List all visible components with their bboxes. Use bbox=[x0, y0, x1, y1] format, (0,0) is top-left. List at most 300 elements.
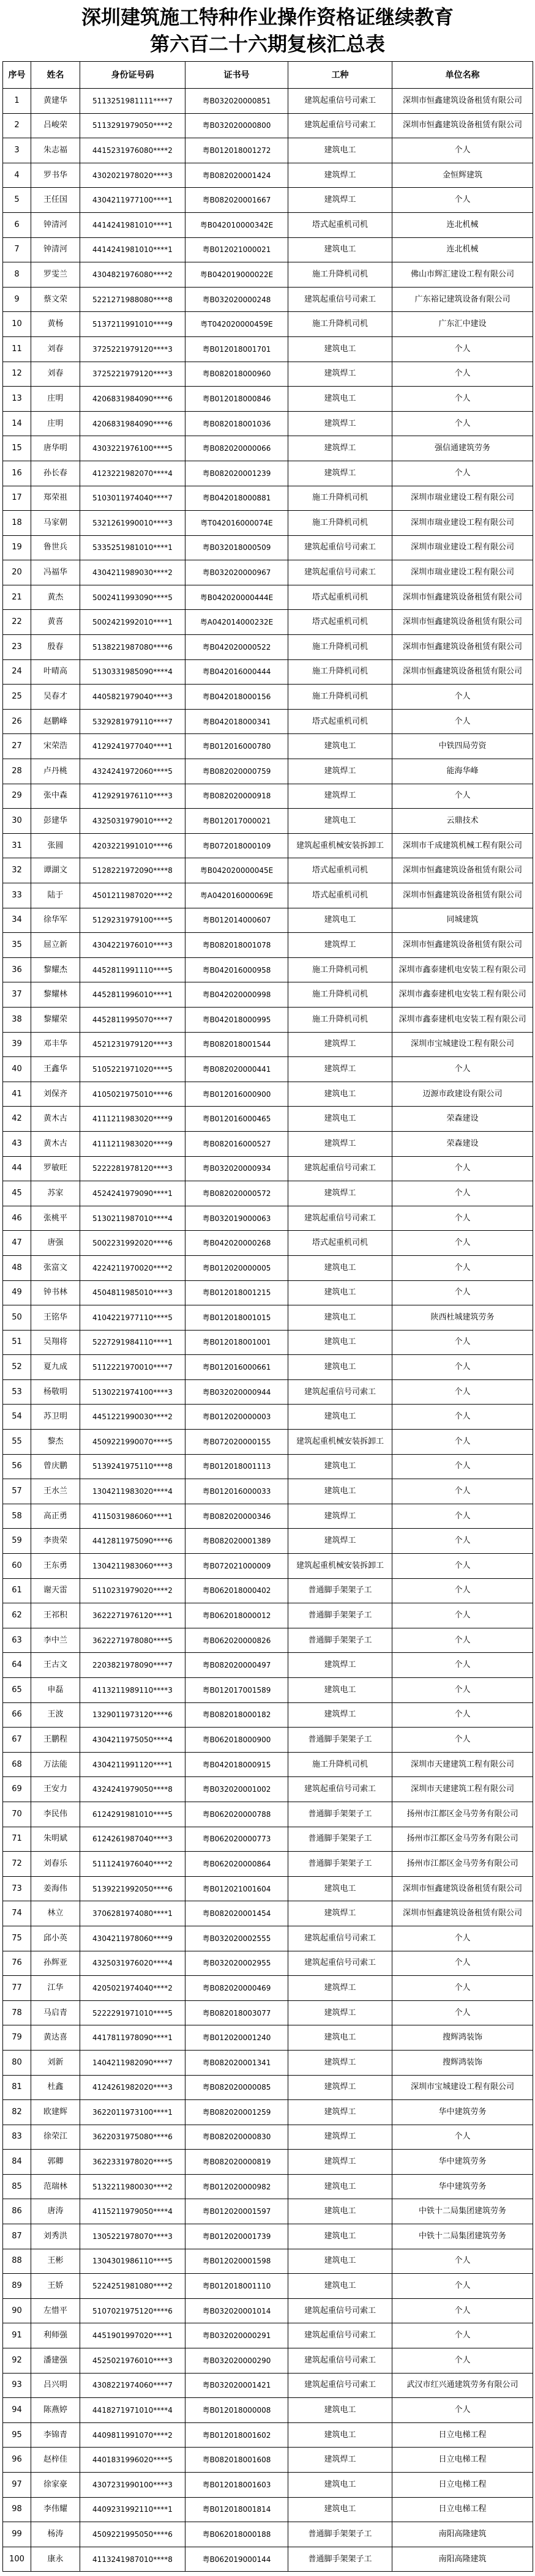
cell-certificate-number: 粤B012016000900 bbox=[185, 1082, 288, 1107]
cell-name: 刘春 bbox=[31, 337, 80, 362]
cell-name: 马启青 bbox=[31, 2001, 80, 2026]
cell-certificate-number: 粤B012021000021 bbox=[185, 238, 288, 263]
cell-certificate-number: 粤B082020001239 bbox=[185, 461, 288, 486]
cell-no: 41 bbox=[3, 1082, 31, 1107]
cell-unit-name: 个人 bbox=[392, 1231, 533, 1256]
cell-name: 王铭华 bbox=[31, 1305, 80, 1331]
cell-id-number: 4302021978020****3 bbox=[80, 163, 185, 188]
table-row bbox=[3, 1281, 533, 1306]
cell-id-number: 5130331985090****4 bbox=[80, 660, 185, 685]
cell-name: 陆于 bbox=[31, 883, 80, 908]
table-row bbox=[3, 1132, 533, 1157]
cell-job-type: 建筑焊工 bbox=[288, 1132, 392, 1157]
cell-certificate-number: 粤B012016000465 bbox=[185, 1107, 288, 1132]
cell-certificate-number: 粤B032020000290 bbox=[185, 2348, 288, 2374]
cell-certificate-number: 粤B012016000033 bbox=[185, 1479, 288, 1504]
cell-certificate-number: 粤B082020000066 bbox=[185, 436, 288, 461]
cell-unit-name: 能海华峰 bbox=[392, 759, 533, 784]
cell-name: 朱明斌 bbox=[31, 1827, 80, 1852]
cell-unit-name: 个人 bbox=[392, 1951, 533, 1977]
cell-certificate-number: 粤B012020000982 bbox=[185, 2175, 288, 2200]
cell-certificate-number: 粤B042016000958 bbox=[185, 958, 288, 983]
table-row bbox=[3, 834, 533, 859]
cell-certificate-number: 粤B082020000469 bbox=[185, 1976, 288, 2001]
cell-id-number: 5105221971020****5 bbox=[80, 1057, 185, 1082]
cell-certificate-number: 粤B042020000268 bbox=[185, 1231, 288, 1256]
cell-name: 邓丰华 bbox=[31, 1033, 80, 1058]
cell-job-type: 建筑电工 bbox=[288, 2199, 392, 2224]
cell-unit-name: 个人 bbox=[392, 1181, 533, 1206]
cell-certificate-number: 粤B082018003077 bbox=[185, 2001, 288, 2026]
cell-job-type: 建筑电工 bbox=[288, 2423, 392, 2448]
cell-job-type: 建筑焊工 bbox=[288, 362, 392, 387]
cell-job-type: 建筑起重信号司索工 bbox=[288, 560, 392, 585]
cell-certificate-number: 粤B082020000819 bbox=[185, 2150, 288, 2175]
cell-name: 黄木古 bbox=[31, 1107, 80, 1132]
cell-name: 朱志福 bbox=[31, 138, 80, 163]
cell-certificate-number: 粤B082020000918 bbox=[185, 784, 288, 809]
cell-unit-name: 个人 bbox=[392, 2249, 533, 2274]
cell-name: 黎耀荣 bbox=[31, 1008, 80, 1033]
document-title bbox=[0, 0, 535, 61]
cell-certificate-number: 粤B072020000155 bbox=[185, 1430, 288, 1455]
cell-id-number: 4115211979050****4 bbox=[80, 2199, 185, 2224]
cell-name: 利师强 bbox=[31, 2323, 80, 2348]
cell-name: 庄明 bbox=[31, 412, 80, 437]
cell-name: 张中森 bbox=[31, 784, 80, 809]
cell-job-type: 建筑电工 bbox=[288, 1455, 392, 1480]
table-row bbox=[3, 1355, 533, 1380]
cell-job-type: 建筑电工 bbox=[288, 2498, 392, 2523]
table-row bbox=[3, 2249, 533, 2274]
cell-unit-name: 个人 bbox=[392, 784, 533, 809]
table-row bbox=[3, 2199, 533, 2224]
table-row bbox=[3, 1554, 533, 1579]
cell-name: 王鹏程 bbox=[31, 1728, 80, 1753]
cell-name: 孙长春 bbox=[31, 461, 80, 486]
table-row bbox=[3, 1728, 533, 1753]
cell-unit-name: 个人 bbox=[392, 1479, 533, 1504]
cell-name: 黄达喜 bbox=[31, 2025, 80, 2051]
cell-job-type: 建筑起重机械安装拆卸工 bbox=[288, 1554, 392, 1579]
cell-certificate-number: 粤B042010000342E bbox=[185, 213, 288, 238]
header-no: 序号 bbox=[3, 62, 31, 89]
cell-job-type: 建筑焊工 bbox=[288, 1703, 392, 1728]
cell-certificate-number: 粤B012014000607 bbox=[185, 908, 288, 934]
cell-unit-name: 深圳市瑞业建设工程有限公司 bbox=[392, 536, 533, 561]
cell-name: 鲁世兵 bbox=[31, 536, 80, 561]
cell-name: 罗雯兰 bbox=[31, 262, 80, 288]
cell-job-type: 建筑电工 bbox=[288, 2249, 392, 2274]
cell-unit-name: 深圳市恒鑫建筑设备租赁有限公司 bbox=[392, 933, 533, 958]
cell-unit-name: 深圳市瑞业建设工程有限公司 bbox=[392, 486, 533, 511]
cell-job-type: 建筑起重机械安装拆卸工 bbox=[288, 834, 392, 859]
cell-name: 黄杰 bbox=[31, 585, 80, 611]
cell-name: 李中兰 bbox=[31, 1628, 80, 1654]
table-row bbox=[3, 1951, 533, 1977]
cell-certificate-number: 粤B042020000444E bbox=[185, 585, 288, 611]
table-row bbox=[3, 1852, 533, 1877]
cell-no: 66 bbox=[3, 1703, 31, 1728]
table-row bbox=[3, 908, 533, 934]
table-row bbox=[3, 213, 533, 238]
cell-job-type: 塔式起重机司机 bbox=[288, 710, 392, 735]
cell-unit-name: 个人 bbox=[392, 188, 533, 213]
cell-no: 40 bbox=[3, 1057, 31, 1082]
cell-no: 78 bbox=[3, 2001, 31, 2026]
cell-job-type: 施工升降机司机 bbox=[288, 958, 392, 983]
cell-unit-name: 个人 bbox=[392, 2125, 533, 2150]
cell-job-type: 建筑焊工 bbox=[288, 2100, 392, 2125]
cell-id-number: 1404211982090****7 bbox=[80, 2051, 185, 2076]
table-row bbox=[3, 114, 533, 139]
table-row bbox=[3, 1926, 533, 1951]
cell-job-type: 建筑电工 bbox=[288, 1305, 392, 1331]
cell-id-number: 5002421992010****1 bbox=[80, 610, 185, 635]
table-row bbox=[3, 1331, 533, 1356]
cell-id-number: 3622271978080****5 bbox=[80, 1628, 185, 1654]
table-row bbox=[3, 2448, 533, 2473]
cell-job-type: 建筑焊工 bbox=[288, 759, 392, 784]
cell-name: 吕兴明 bbox=[31, 2374, 80, 2399]
cell-unit-name: 广东汇中建设 bbox=[392, 312, 533, 337]
cell-certificate-number: 粤B082020000441 bbox=[185, 1057, 288, 1082]
cell-job-type: 建筑起重信号司索工 bbox=[288, 1777, 392, 1802]
cell-name: 杜鑫 bbox=[31, 2076, 80, 2101]
cell-no: 11 bbox=[3, 337, 31, 362]
cell-id-number: 1305221978070****3 bbox=[80, 2224, 185, 2249]
cell-job-type: 建筑电工 bbox=[288, 1479, 392, 1504]
cell-unit-name: 华中建筑劳务 bbox=[392, 2175, 533, 2200]
cell-no: 97 bbox=[3, 2473, 31, 2498]
cell-certificate-number: 粤B062020000773 bbox=[185, 1827, 288, 1852]
cell-name: 王娇 bbox=[31, 2274, 80, 2299]
cell-no: 62 bbox=[3, 1603, 31, 1628]
cell-job-type: 普通脚手架架子工 bbox=[288, 1579, 392, 1604]
cell-id-number: 4452811991110****5 bbox=[80, 958, 185, 983]
cell-certificate-number: 粤B082020001389 bbox=[185, 1529, 288, 1554]
cell-job-type: 建筑电工 bbox=[288, 1877, 392, 1902]
cell-name: 黄杨 bbox=[31, 312, 80, 337]
cell-id-number: 5129231979100****5 bbox=[80, 908, 185, 934]
cell-name: 黎杰 bbox=[31, 1430, 80, 1455]
cell-unit-name: 个人 bbox=[392, 138, 533, 163]
cell-id-number: 4304211989030****2 bbox=[80, 560, 185, 585]
cell-unit-name: 同城建筑 bbox=[392, 908, 533, 934]
table-row bbox=[3, 1206, 533, 1231]
cell-job-type: 建筑电工 bbox=[288, 2224, 392, 2249]
cell-no: 24 bbox=[3, 660, 31, 685]
cell-no: 48 bbox=[3, 1256, 31, 1281]
cell-job-type: 建筑焊工 bbox=[288, 1181, 392, 1206]
cell-unit-name: 扬州市江都区金马劳务有限公司 bbox=[392, 1802, 533, 1827]
cell-no: 85 bbox=[3, 2175, 31, 2200]
cell-certificate-number: 粤B062019000144 bbox=[185, 2547, 288, 2572]
cell-no: 59 bbox=[3, 1529, 31, 1554]
cell-certificate-number: 粤B082020000346 bbox=[185, 1504, 288, 1529]
cell-job-type: 普通脚手架架子工 bbox=[288, 1852, 392, 1877]
cell-id-number: 1304301986110****5 bbox=[80, 2249, 185, 2274]
table-body bbox=[3, 89, 533, 2572]
cell-no: 88 bbox=[3, 2249, 31, 2274]
cell-unit-name: 深圳市鑫泰建机电安装工程有限公司 bbox=[392, 982, 533, 1008]
cell-name: 申磊 bbox=[31, 1678, 80, 1703]
cell-job-type: 施工升降机司机 bbox=[288, 982, 392, 1008]
cell-no: 17 bbox=[3, 486, 31, 511]
cell-no: 72 bbox=[3, 1852, 31, 1877]
cell-id-number: 4205021974040****2 bbox=[80, 1976, 185, 2001]
cell-id-number: 4325031976020****4 bbox=[80, 1951, 185, 1977]
table-row bbox=[3, 163, 533, 188]
cell-id-number: 4304821976080****2 bbox=[80, 262, 185, 288]
cell-no: 16 bbox=[3, 461, 31, 486]
table-row bbox=[3, 461, 533, 486]
cell-job-type: 建筑起重信号司索工 bbox=[288, 114, 392, 139]
header-certificate-number: 证书号 bbox=[185, 62, 288, 89]
cell-name: 黎耀杰 bbox=[31, 958, 80, 983]
cell-no: 37 bbox=[3, 982, 31, 1008]
cell-job-type: 塔式起重机司机 bbox=[288, 585, 392, 611]
cell-id-number: 4414241981010****1 bbox=[80, 213, 185, 238]
table-row bbox=[3, 585, 533, 611]
cell-no: 26 bbox=[3, 710, 31, 735]
cell-id-number: 4525021976010****3 bbox=[80, 2348, 185, 2374]
cell-job-type: 建筑起重信号司索工 bbox=[288, 2374, 392, 2399]
cell-certificate-number: 粤B082020000830 bbox=[185, 2125, 288, 2150]
cell-job-type: 建筑电工 bbox=[288, 809, 392, 834]
cell-certificate-number: 粤B082020000085 bbox=[185, 2076, 288, 2101]
cell-no: 47 bbox=[3, 1231, 31, 1256]
table-row bbox=[3, 2348, 533, 2374]
cell-no: 96 bbox=[3, 2448, 31, 2473]
cell-unit-name: 中铁十二局集团建筑劳务 bbox=[392, 2199, 533, 2224]
cell-id-number: 5107021975120****6 bbox=[80, 2299, 185, 2324]
table-row bbox=[3, 1901, 533, 1926]
table-row bbox=[3, 1579, 533, 1604]
cell-job-type: 建筑焊工 bbox=[288, 1653, 392, 1678]
cell-name: 王东勇 bbox=[31, 1554, 80, 1579]
cell-no: 81 bbox=[3, 2076, 31, 2101]
cell-unit-name: 深圳市千成建筑机械工程有限公司 bbox=[392, 834, 533, 859]
cell-id-number: 2203821978090****7 bbox=[80, 1653, 185, 1678]
cell-id-number: 5139221992050****6 bbox=[80, 1877, 185, 1902]
table-row bbox=[3, 1107, 533, 1132]
cell-id-number: 5130211987010****4 bbox=[80, 1206, 185, 1231]
cell-certificate-number: 粤B032020000800 bbox=[185, 114, 288, 139]
cell-job-type: 塔式起重机司机 bbox=[288, 858, 392, 883]
cell-unit-name: 连北机械 bbox=[392, 238, 533, 263]
cell-job-type: 建筑电工 bbox=[288, 908, 392, 934]
cell-job-type: 建筑焊工 bbox=[288, 1529, 392, 1554]
cell-unit-name: 个人 bbox=[392, 1057, 533, 1082]
cell-unit-name: 华中建筑劳务 bbox=[392, 2100, 533, 2125]
table-row bbox=[3, 1827, 533, 1852]
cell-job-type: 普通脚手架架子工 bbox=[288, 1827, 392, 1852]
cell-certificate-number: 粤B082018001036 bbox=[185, 412, 288, 437]
cell-unit-name: 深圳市恒鑫建筑设备租赁有限公司 bbox=[392, 585, 533, 611]
cell-no: 73 bbox=[3, 1877, 31, 1902]
cell-unit-name: 深圳市天建建筑工程有限公司 bbox=[392, 1753, 533, 1778]
table-row bbox=[3, 982, 533, 1008]
table-row bbox=[3, 2423, 533, 2448]
cell-job-type: 塔式起重机司机 bbox=[288, 883, 392, 908]
cell-certificate-number: 粤B012018001001 bbox=[185, 1331, 288, 1356]
cell-id-number: 5002411993090****5 bbox=[80, 585, 185, 611]
cell-id-number: 4324241979050****8 bbox=[80, 1777, 185, 1802]
cell-certificate-number: 粤B042018000915 bbox=[185, 1753, 288, 1778]
cell-id-number: 4405821979040****3 bbox=[80, 685, 185, 710]
cell-unit-name: 深圳市宝城建设工程有限公司 bbox=[392, 1033, 533, 1058]
cell-job-type: 普通脚手架架子工 bbox=[288, 2547, 392, 2572]
cell-unit-name: 深圳市恒鑫建筑设备租赁有限公司 bbox=[392, 883, 533, 908]
summary-table bbox=[2, 61, 533, 2572]
cell-unit-name: 扬州市江都区金马劳务有限公司 bbox=[392, 1852, 533, 1877]
cell-name: 宋荣浩 bbox=[31, 734, 80, 759]
header-unit-name: 单位名称 bbox=[392, 62, 533, 89]
cell-certificate-number: 粤B032020000944 bbox=[185, 1380, 288, 1405]
cell-name: 刘新 bbox=[31, 2051, 80, 2076]
cell-no: 93 bbox=[3, 2374, 31, 2399]
cell-name: 唐华明 bbox=[31, 436, 80, 461]
cell-no: 20 bbox=[3, 560, 31, 585]
cell-certificate-number: 粤B012018001814 bbox=[185, 2498, 288, 2523]
table-row bbox=[3, 2473, 533, 2498]
cell-job-type: 建筑起重信号司索工 bbox=[288, 1206, 392, 1231]
table-row bbox=[3, 1380, 533, 1405]
cell-job-type: 建筑起重信号司索工 bbox=[288, 1157, 392, 1182]
cell-name: 高正勇 bbox=[31, 1504, 80, 1529]
cell-name: 徐华军 bbox=[31, 908, 80, 934]
cell-name: 徐荣江 bbox=[31, 2125, 80, 2150]
cell-id-number: 4409231992110****1 bbox=[80, 2498, 185, 2523]
cell-id-number: 4414241981010****1 bbox=[80, 238, 185, 263]
cell-certificate-number: 粤B032020000967 bbox=[185, 560, 288, 585]
cell-id-number: 4304211991120****1 bbox=[80, 1753, 185, 1778]
table-row bbox=[3, 536, 533, 561]
cell-unit-name: 深圳市鑫泰建机电安装工程有限公司 bbox=[392, 1008, 533, 1033]
cell-certificate-number: 粤B012020000005 bbox=[185, 1256, 288, 1281]
cell-id-number: 5113291979050****2 bbox=[80, 114, 185, 139]
cell-no: 23 bbox=[3, 635, 31, 660]
cell-no: 65 bbox=[3, 1678, 31, 1703]
cell-certificate-number: 粤B012018001701 bbox=[185, 337, 288, 362]
cell-id-number: 6124291981010****5 bbox=[80, 1802, 185, 1827]
table-row bbox=[3, 1976, 533, 2001]
title-line-1: 深圳建筑施工特种作业操作资格证继续教育 bbox=[81, 6, 454, 29]
cell-job-type: 建筑焊工 bbox=[288, 2076, 392, 2101]
cell-name: 李伟耀 bbox=[31, 2498, 80, 2523]
cell-no: 19 bbox=[3, 536, 31, 561]
cell-unit-name: 日立电梯工程 bbox=[392, 2448, 533, 2473]
cell-id-number: 4206831984090****6 bbox=[80, 412, 185, 437]
cell-unit-name: 个人 bbox=[392, 1455, 533, 1480]
cell-no: 12 bbox=[3, 362, 31, 387]
table-row bbox=[3, 1430, 533, 1455]
cell-certificate-number: 粤T042016000074E bbox=[185, 511, 288, 536]
cell-no: 34 bbox=[3, 908, 31, 934]
cell-name: 曾庆鹏 bbox=[31, 1455, 80, 1480]
cell-unit-name: 个人 bbox=[392, 2274, 533, 2299]
cell-no: 6 bbox=[3, 213, 31, 238]
cell-unit-name: 个人 bbox=[392, 1430, 533, 1455]
cell-unit-name: 个人 bbox=[392, 1281, 533, 1306]
cell-certificate-number: 粤B062018000900 bbox=[185, 1728, 288, 1753]
cell-certificate-number: 粤B032020000934 bbox=[185, 1157, 288, 1182]
cell-job-type: 建筑电工 bbox=[288, 238, 392, 263]
cell-job-type: 普通脚手架架子工 bbox=[288, 2522, 392, 2547]
cell-id-number: 4409811991070****2 bbox=[80, 2423, 185, 2448]
table-row bbox=[3, 1033, 533, 1058]
cell-certificate-number: 粤B012020001598 bbox=[185, 2249, 288, 2274]
cell-job-type: 建筑电工 bbox=[288, 1281, 392, 1306]
cell-no: 36 bbox=[3, 958, 31, 983]
cell-id-number: 5222281978120****3 bbox=[80, 1157, 185, 1182]
cell-job-type: 建筑焊工 bbox=[288, 784, 392, 809]
cell-name: 罗敏旺 bbox=[31, 1157, 80, 1182]
cell-certificate-number: 粤B012018001272 bbox=[185, 138, 288, 163]
cell-unit-name: 个人 bbox=[392, 1603, 533, 1628]
cell-unit-name: 个人 bbox=[392, 1504, 533, 1529]
cell-id-number: 4417811978090****1 bbox=[80, 2025, 185, 2051]
cell-certificate-number: 粤B032020000248 bbox=[185, 288, 288, 313]
cell-job-type: 建筑电工 bbox=[288, 734, 392, 759]
cell-name: 姜海伟 bbox=[31, 1877, 80, 1902]
cell-id-number: 4123221982070****4 bbox=[80, 461, 185, 486]
cell-id-number: 4452811995070****7 bbox=[80, 1008, 185, 1033]
cell-certificate-number: 粤B062020000788 bbox=[185, 1802, 288, 1827]
cell-certificate-number: 粤B012018000846 bbox=[185, 387, 288, 412]
cell-unit-name: 个人 bbox=[392, 1653, 533, 1678]
cell-no: 4 bbox=[3, 163, 31, 188]
cell-name: 钟清河 bbox=[31, 238, 80, 263]
cell-certificate-number: 粤B042020000522 bbox=[185, 635, 288, 660]
cell-no: 30 bbox=[3, 809, 31, 834]
cell-id-number: 5103011974040****7 bbox=[80, 486, 185, 511]
cell-unit-name: 陕西杜城建筑劳务 bbox=[392, 1305, 533, 1331]
table-row bbox=[3, 2398, 533, 2423]
cell-no: 61 bbox=[3, 1579, 31, 1604]
cell-no: 52 bbox=[3, 1355, 31, 1380]
cell-id-number: 5329281979110****7 bbox=[80, 710, 185, 735]
cell-certificate-number: 粤B032020001014 bbox=[185, 2299, 288, 2324]
cell-job-type: 建筑电工 bbox=[288, 2398, 392, 2423]
cell-certificate-number: 粤B012020001597 bbox=[185, 2199, 288, 2224]
table-row bbox=[3, 1231, 533, 1256]
cell-job-type: 建筑起重信号司索工 bbox=[288, 536, 392, 561]
cell-no: 75 bbox=[3, 1926, 31, 1951]
cell-unit-name: 深圳市瑞业建设工程有限公司 bbox=[392, 560, 533, 585]
cell-id-number: 4115031986060****1 bbox=[80, 1504, 185, 1529]
cell-id-number: 4509221990070****5 bbox=[80, 1430, 185, 1455]
cell-unit-name: 搜辉鸿装饰 bbox=[392, 2051, 533, 2076]
cell-unit-name: 佛山市辉汇建设工程有限公司 bbox=[392, 262, 533, 288]
cell-job-type: 建筑电工 bbox=[288, 2175, 392, 2200]
cell-name: 卢丹桃 bbox=[31, 759, 80, 784]
cell-certificate-number: 粤B082020000572 bbox=[185, 1181, 288, 1206]
cell-id-number: 5321261990010****3 bbox=[80, 511, 185, 536]
cell-certificate-number: 粤B072018000109 bbox=[185, 834, 288, 859]
cell-no: 14 bbox=[3, 412, 31, 437]
cell-id-number: 4324241972060****5 bbox=[80, 759, 185, 784]
cell-certificate-number: 粤B012017001589 bbox=[185, 1678, 288, 1703]
cell-id-number: 4521231979120****3 bbox=[80, 1033, 185, 1058]
table-row bbox=[3, 412, 533, 437]
cell-unit-name: 荣森建设 bbox=[392, 1107, 533, 1132]
cell-unit-name: 个人 bbox=[392, 1157, 533, 1182]
cell-certificate-number: 粤B082020000759 bbox=[185, 759, 288, 784]
table-row bbox=[3, 1678, 533, 1703]
cell-certificate-number: 粤B032020002955 bbox=[185, 1951, 288, 1977]
